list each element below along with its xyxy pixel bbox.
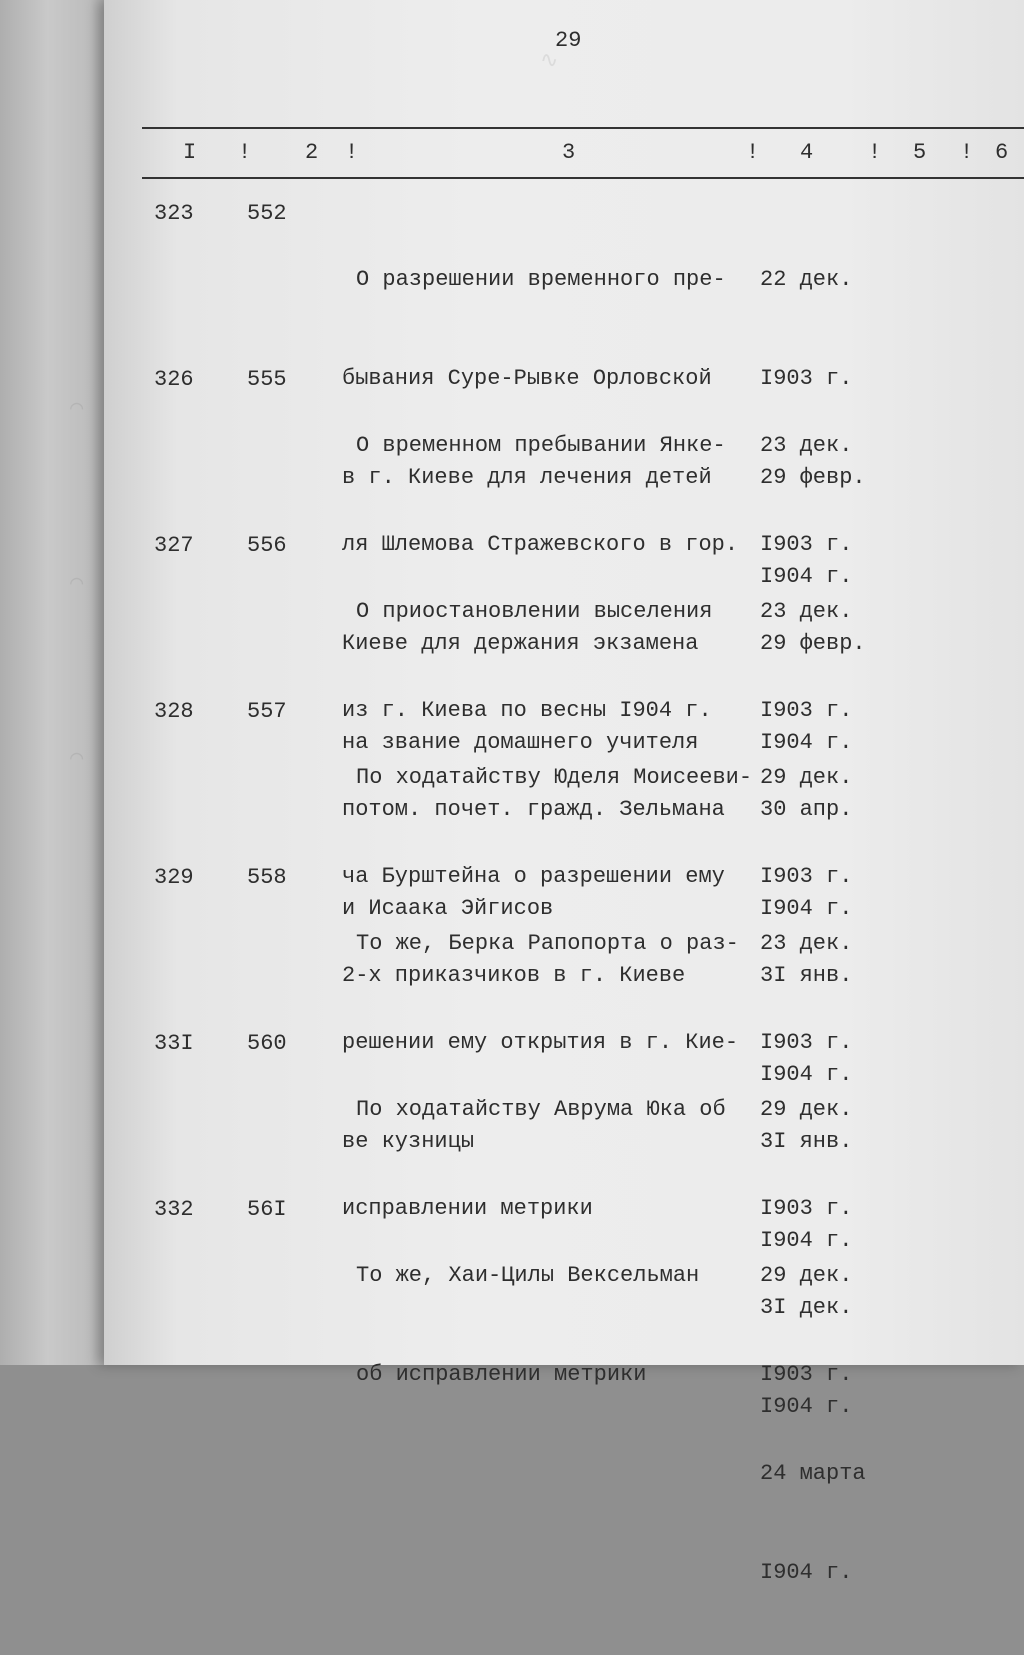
case-title: То же, Хаи-Цилы Вексельман об исправлении метрики <box>356 1263 700 1387</box>
case-title: По ходатайству Юделя Моисееви- ча Бурштейна о разрешении ему 2-х приказчиков в г. Киеве <box>342 765 753 988</box>
header-col-5: 5 <box>913 140 927 165</box>
bleed-through-mark: ⌒ <box>70 746 84 771</box>
row-number: 327 <box>154 533 194 558</box>
page-number: 29 <box>555 28 582 53</box>
file-number: 557 <box>247 699 287 724</box>
header-col-4: 4 <box>800 140 814 165</box>
header-separator: ! <box>238 140 252 165</box>
header-separator: ! <box>960 140 974 165</box>
file-number: 56I <box>247 1197 287 1222</box>
case-title: О временном пребывании Янке- ля Шлемова Стражевского в гор. Киеве для держания экзамена на звание домашнего учителя <box>342 433 739 755</box>
case-dates: 29 дек. I903 г. 3I дек. I904 г. <box>760 1097 853 1419</box>
row-number: 326 <box>154 367 194 392</box>
binding-gutter <box>0 0 120 1365</box>
case-dates: 29 дек. I903 г. 3I янв. I904 г. <box>760 765 853 1087</box>
bleed-through-mark: ⌒ <box>70 571 84 596</box>
case-dates: 29 дек. I903 г. 24 марта I904 г. <box>760 1263 866 1585</box>
file-number: 555 <box>247 367 287 392</box>
row-number: 33I <box>154 1031 194 1056</box>
file-number: 560 <box>247 1031 287 1056</box>
header-col-3: 3 <box>562 140 576 165</box>
header-separator: ! <box>746 140 760 165</box>
bleed-through-mark: ∿ <box>540 49 559 74</box>
row-number: 328 <box>154 699 194 724</box>
header-col-6: 6 <box>995 140 1009 165</box>
header-rule-top <box>142 127 1024 129</box>
row-number: 332 <box>154 1197 194 1222</box>
case-dates: 23 дек. I903 г. 29 февр. I904 г. <box>760 433 866 755</box>
case-title: О приостановлении выселения из г. Киева по весны I904 г. потом. почет. гражд. Зельмана и Исаака Эйгисов <box>342 599 725 921</box>
row-number: 323 <box>154 201 194 226</box>
file-number: 552 <box>247 201 287 226</box>
row-number: 329 <box>154 865 194 890</box>
header-col-2: 2 <box>305 140 319 165</box>
case-dates: 22 дек. I903 г. 29 февр. I904 г. <box>760 267 866 589</box>
case-dates: 23 дек. I903 г. 30 апр. I904 г. <box>760 599 853 921</box>
case-title: О разрешении временного пре- бывания Суре-Рывке Орловской в г. Киеве для лечения детей <box>342 267 726 490</box>
header-rule-bottom <box>142 177 1024 179</box>
file-number: 558 <box>247 865 287 890</box>
header-separator: ! <box>345 140 359 165</box>
header-separator: ! <box>868 140 882 165</box>
case-title: По ходатайству Аврума Юка об исправлении метрики <box>342 1097 726 1221</box>
bleed-through-mark: ⌒ <box>70 396 84 421</box>
case-title: То же, Берка Рапопорта о раз- решении ему открытия в г. Кие- ве кузницы <box>342 931 739 1154</box>
file-number: 556 <box>247 533 287 558</box>
case-dates: 23 дек. I903 г. 3I янв. I904 г. <box>760 931 853 1253</box>
header-col-1: I <box>183 140 197 165</box>
